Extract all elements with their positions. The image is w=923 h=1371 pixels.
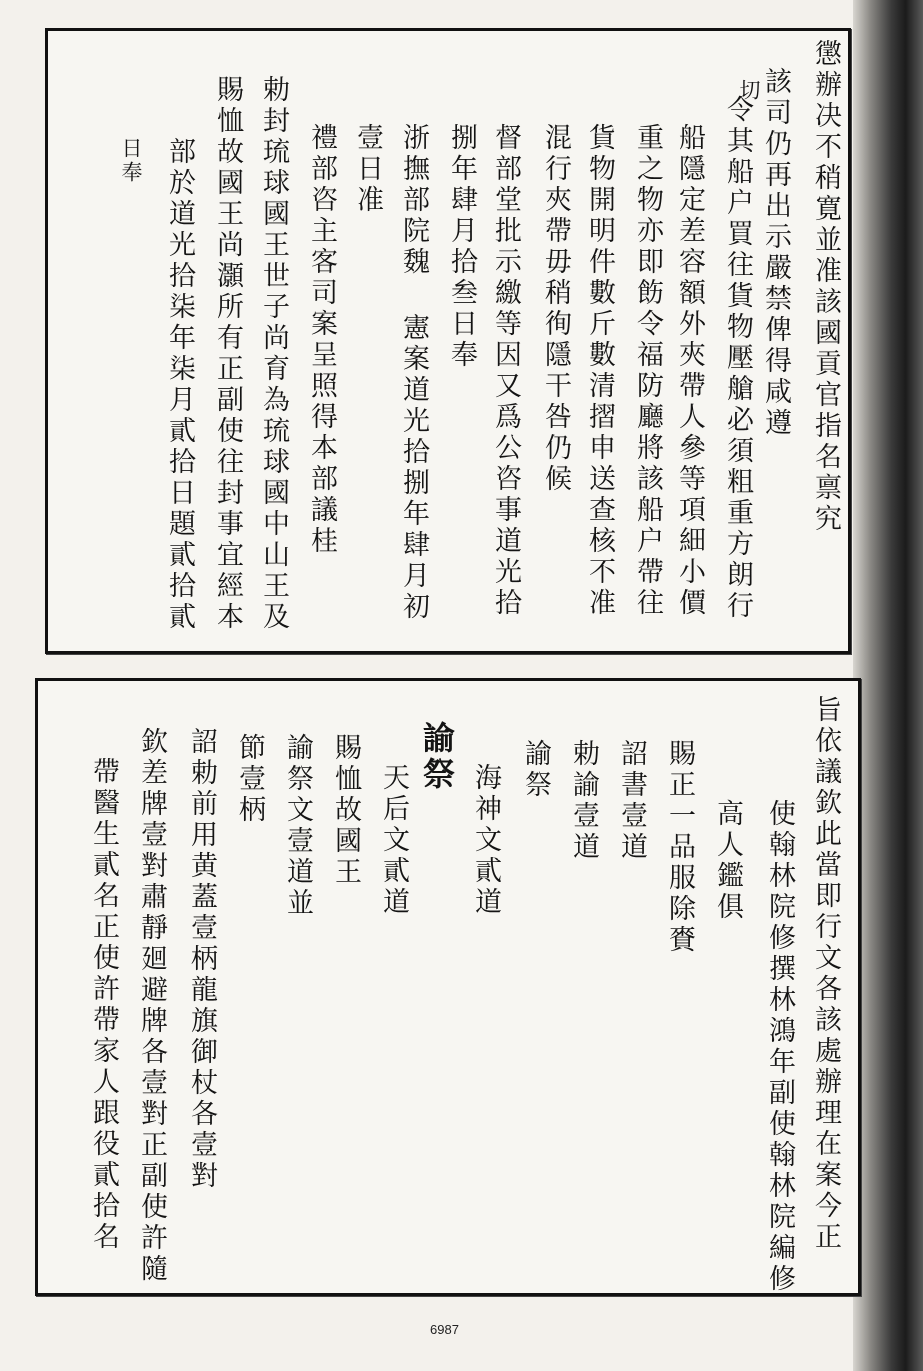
text-column: 旨依議欽此當即行文各該處辦理在案今正 xyxy=(810,695,841,1253)
text-column: 勅封琉球國王世子尚育為琉球國中山王及 xyxy=(258,75,289,633)
text-column: 賜正一品服除賚 xyxy=(664,739,695,956)
text-column: 禮部咨主客司案呈照得本部議桂 xyxy=(306,123,337,557)
text-column: 船隱定差容額外夾帶人參等項細小價 xyxy=(674,123,705,619)
text-column: 賜恤故國王 xyxy=(330,733,361,888)
text-column: 欽差牌壹對肅靜廻避牌各壹對正副使許隨 xyxy=(136,727,167,1285)
text-column: 諭祭文壹道並 xyxy=(282,733,313,919)
text-column: 懲辦决不稍寛並准該國貢官指名禀究 xyxy=(810,39,841,535)
text-column: 浙撫部院魏 憲案道光拾捌年肆月初 xyxy=(398,123,429,623)
bottom-text-panel xyxy=(35,678,861,1296)
text-column: 壹日准 xyxy=(352,123,383,216)
text-column: 部於道光拾柒年柒月貳拾日題貳拾貳 xyxy=(164,137,195,633)
text-column: 混行夾帶毋稍徇隱干咎仍候 xyxy=(540,123,571,495)
text-column: 該司仍再出示嚴禁俾得咸遵 xyxy=(760,67,791,439)
text-column: 詔書壹道 xyxy=(616,739,647,863)
text-column: 日奉 xyxy=(119,137,143,185)
text-column: 天后文貳道 xyxy=(378,763,409,918)
page-number: 6987 xyxy=(430,1322,459,1337)
text-column: 諭祭 xyxy=(418,721,456,793)
text-column: 捌年肆月拾叁日奉 xyxy=(446,123,477,371)
text-column: 高人鑑俱 xyxy=(712,799,743,923)
top-text-panel xyxy=(45,28,851,654)
text-column: 賜恤故國王尚灝所有正副使往封事宜經本 xyxy=(212,75,243,633)
text-column: 諭祭 xyxy=(520,739,551,801)
text-column: 節壹柄 xyxy=(234,733,265,826)
margin-character: 切 xyxy=(737,79,761,103)
text-column: 重之物亦即飭令福防廳將該船户帶往 xyxy=(632,123,663,619)
text-column: 使翰林院修撰林鴻年副使翰林院編修 xyxy=(764,799,795,1295)
text-column: 勅諭壹道 xyxy=(568,739,599,863)
book-gutter-shadow xyxy=(853,0,923,1371)
text-column: 貨物開明件數斤數清摺申送查核不准 xyxy=(584,123,615,619)
text-column: 詔勅前用黄蓋壹柄龍旗御杖各壹對 xyxy=(186,727,217,1192)
text-column: 海神文貳道 xyxy=(470,763,501,918)
text-column: 督部堂批示繳等因又爲公咨事道光拾 xyxy=(490,123,521,619)
text-column: 令其船户買往貨物壓艙必須粗重方朗行 xyxy=(722,95,753,622)
text-column: 帶醫生貳名正使許帶家人跟役貳拾名 xyxy=(88,757,119,1253)
